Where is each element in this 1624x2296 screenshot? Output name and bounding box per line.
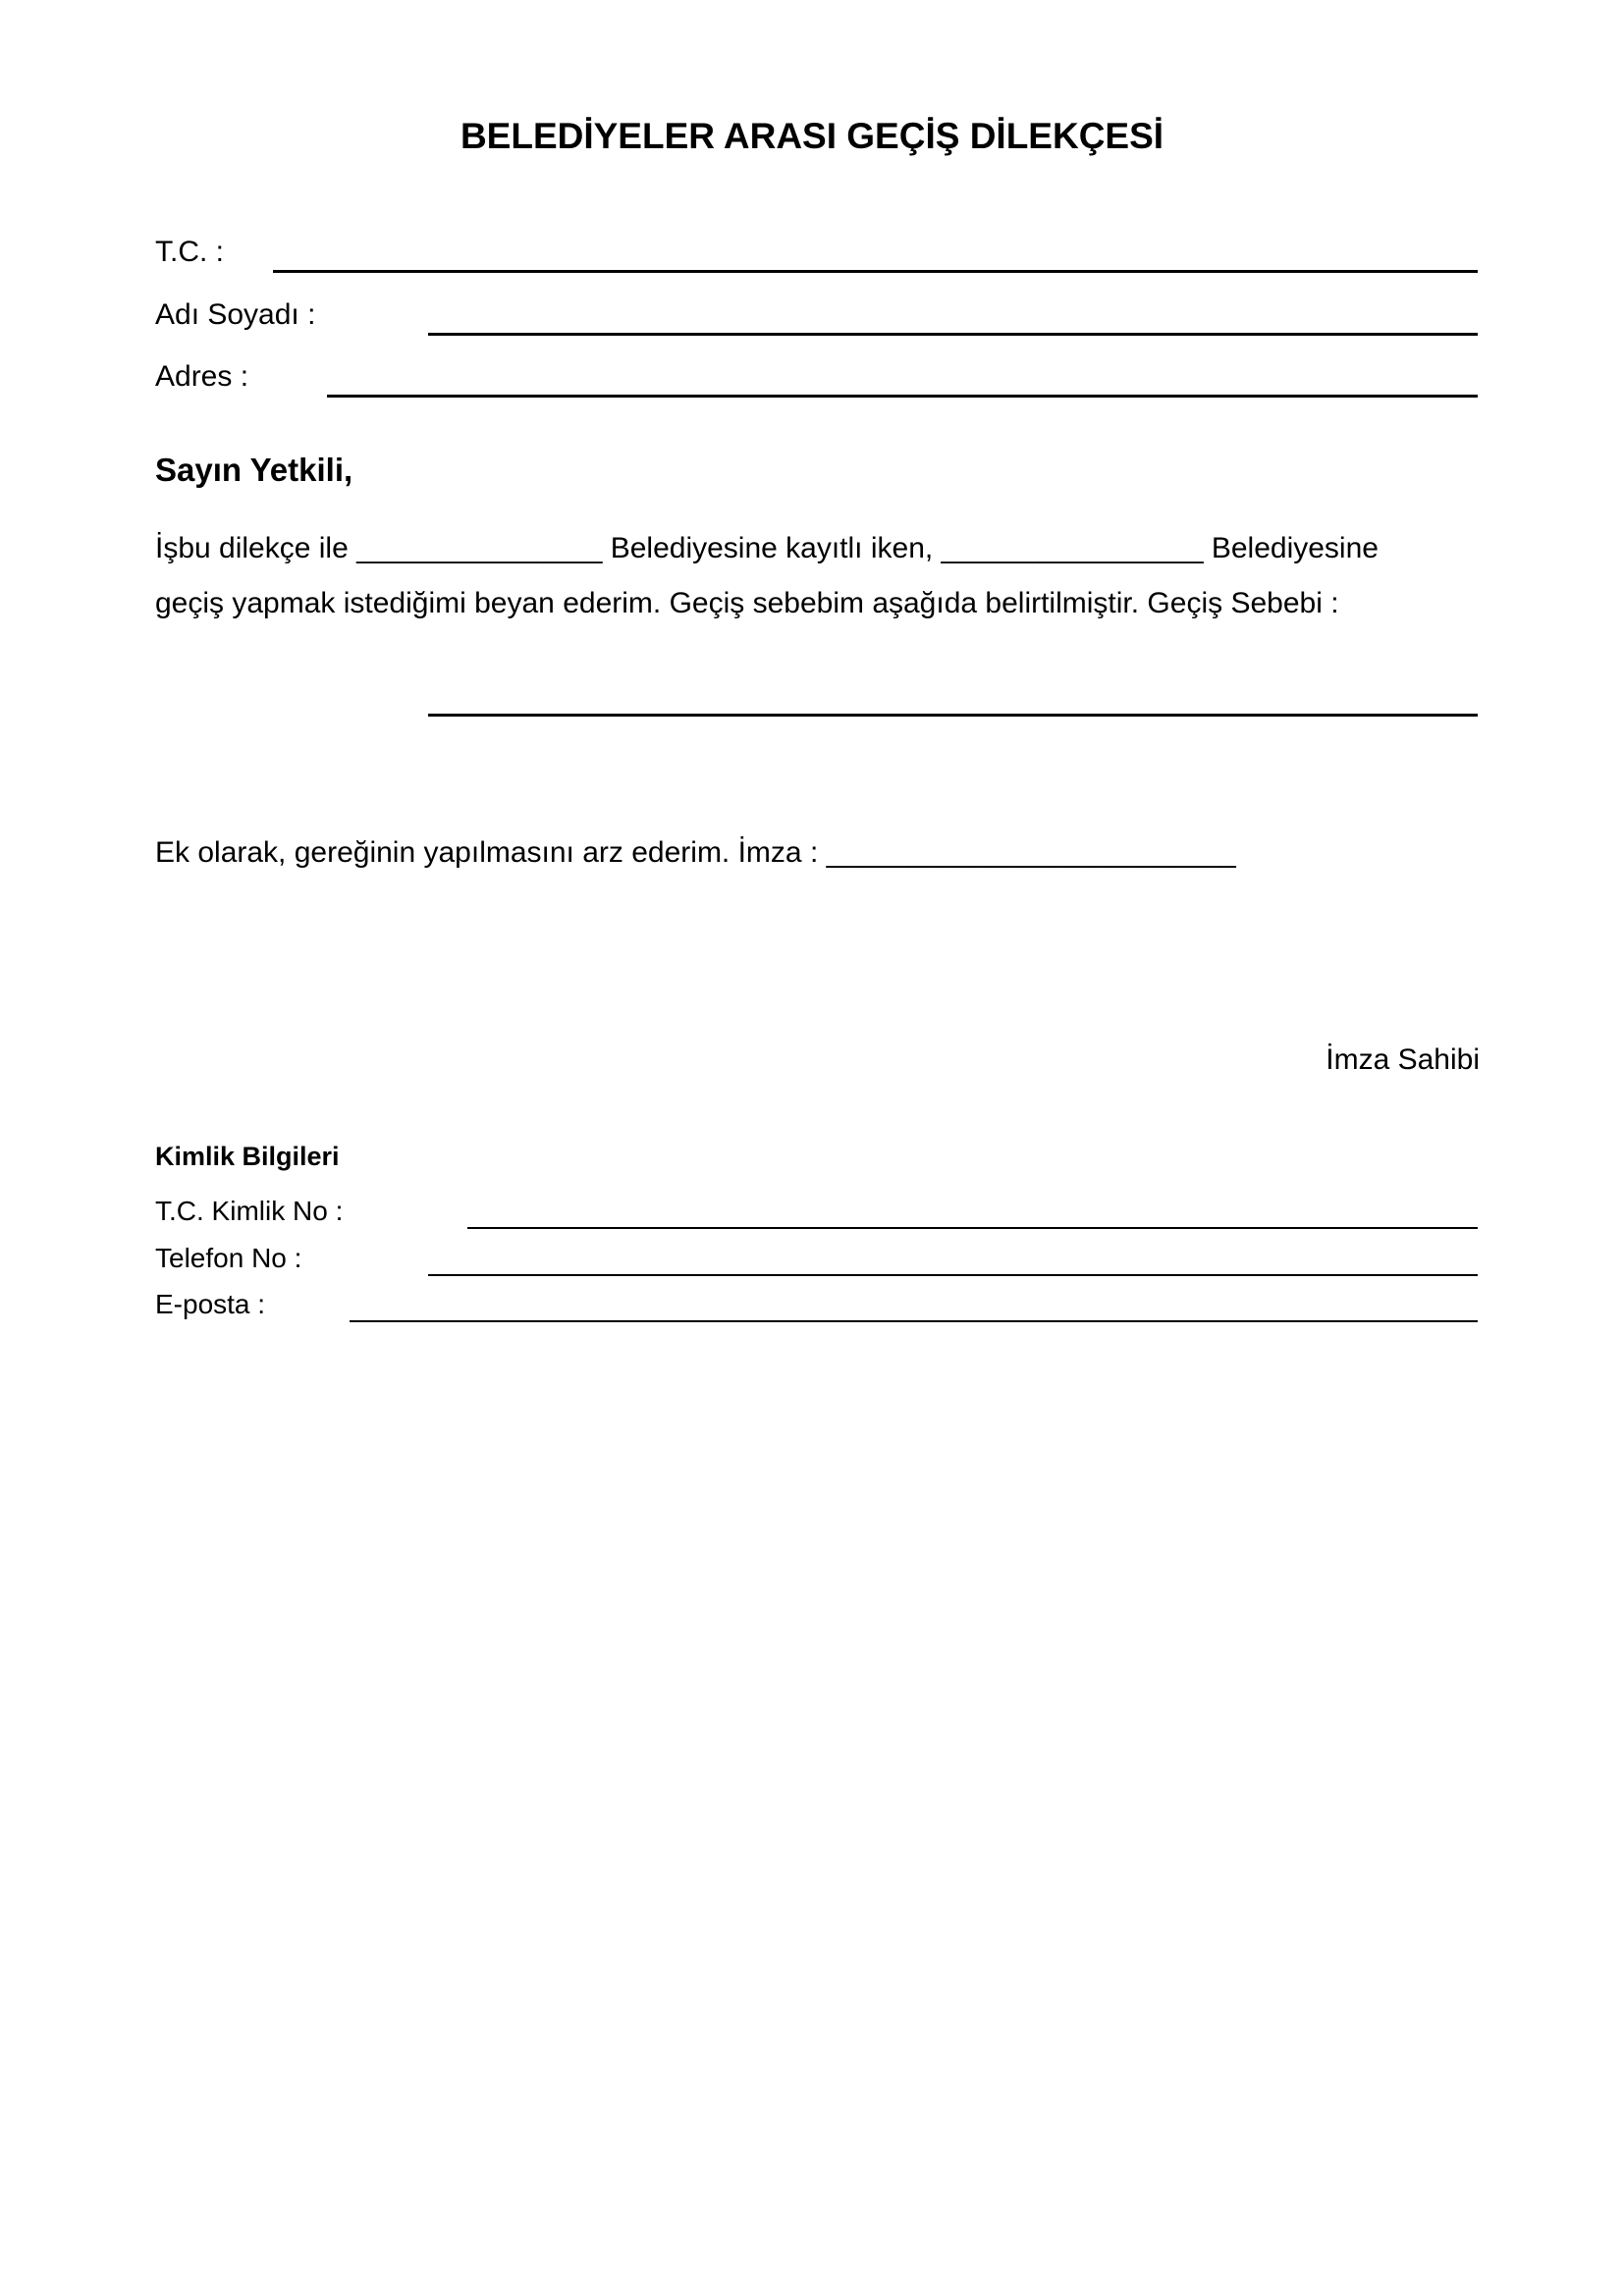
tc-kimlik-input-line[interactable] xyxy=(467,1227,1478,1229)
salutation: Sayın Yetkili, xyxy=(155,452,353,488)
phone-label: Telefon No : xyxy=(155,1243,302,1273)
tc-input-line[interactable] xyxy=(273,270,1478,273)
email-label: E-posta : xyxy=(155,1289,266,1319)
document-title: BELEDİYELER ARASI GEÇİŞ DİLEKÇESİ xyxy=(460,116,1164,156)
email-input-line[interactable] xyxy=(350,1320,1478,1322)
name-label: Adı Soyadı : xyxy=(155,298,316,331)
identity-heading: Kimlik Bilgileri xyxy=(155,1142,340,1171)
tc-kimlik-label: T.C. Kimlik No : xyxy=(155,1196,344,1226)
address-label: Adres : xyxy=(155,360,249,393)
address-input-line[interactable] xyxy=(327,395,1478,398)
tc-label: T.C. : xyxy=(155,236,225,268)
body-line-1: İşbu dilekçe ile _______________ Belediyesine kayıtlı iken, ________________ Belediyesine xyxy=(155,532,1379,564)
name-input-line[interactable] xyxy=(428,333,1478,336)
signer-label: İmza Sahibi xyxy=(1326,1043,1480,1076)
reason-input-line[interactable] xyxy=(428,714,1478,717)
phone-input-line[interactable] xyxy=(428,1274,1478,1276)
closing-line: Ek olarak, gereğinin yapılmasını arz ederim. İmza : _________________________ xyxy=(155,836,1236,869)
body-line-2: geçiş yapmak istediğimi beyan ederim. Geçiş sebebim aşağıda belirtilmiştir. Geçiş Sebebi : xyxy=(155,587,1339,619)
